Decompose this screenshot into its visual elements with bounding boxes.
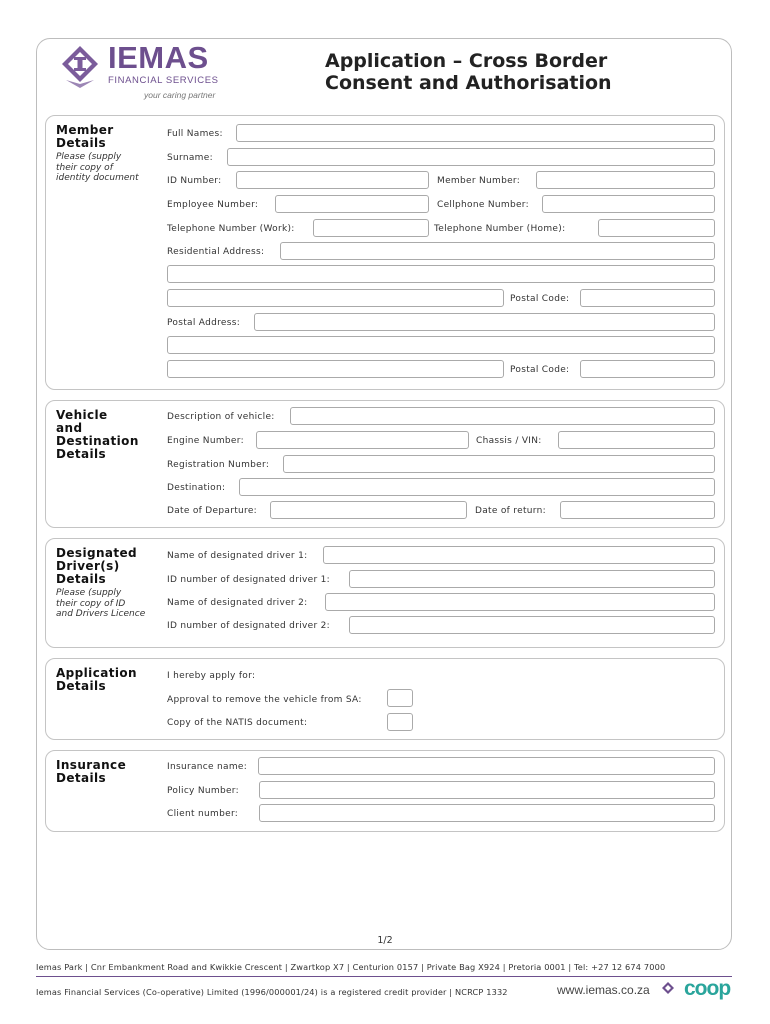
application-details-section xyxy=(45,658,725,740)
tel-home-label: Telephone Number (Home): xyxy=(434,224,566,234)
residential-address-input-2[interactable] xyxy=(167,265,715,283)
member-section-heading: Member Details xyxy=(56,123,114,150)
logo-subtitle: FINANCIAL SERVICES xyxy=(108,75,219,86)
engine-number-input[interactable] xyxy=(256,431,469,449)
iemas-logo xyxy=(60,40,220,102)
full-names-input[interactable] xyxy=(236,124,715,142)
member-number-input[interactable] xyxy=(536,171,715,189)
document-title xyxy=(325,50,612,94)
driver1-id-input[interactable] xyxy=(349,570,715,588)
driver2-name-label: Name of designated driver 2: xyxy=(167,598,308,608)
footer-legal: Iemas Financial Services (Co-operative) Limited (1996/000001/24) is a registered credit provider | NCRCP 1332 xyxy=(36,987,508,997)
member-section-note: Please (supply their copy of identity document xyxy=(56,152,139,183)
chassis-input[interactable] xyxy=(558,431,715,449)
policy-number-label: Policy Number: xyxy=(167,786,239,796)
insurance-name-label: Insurance name: xyxy=(167,762,248,772)
client-number-input[interactable] xyxy=(259,804,715,822)
iemas-mini-icon xyxy=(662,982,674,996)
postal-code-label-1: Postal Code: xyxy=(510,294,570,304)
driver1-id-label: ID number of designated driver 1: xyxy=(167,575,330,585)
postal-postal-code-input[interactable] xyxy=(580,360,715,378)
coop-logo: coop xyxy=(684,977,731,1000)
destination-label: Destination: xyxy=(167,483,226,493)
postal-address-input-2[interactable] xyxy=(167,336,715,354)
postal-address-input-3[interactable] xyxy=(167,360,504,378)
apply-for-label: I hereby apply for: xyxy=(167,671,256,681)
drivers-section-note: Please (supply their copy of ID and Drivers Licence xyxy=(56,588,146,619)
residential-postal-code-input[interactable] xyxy=(580,289,715,307)
full-names-label: Full Names: xyxy=(167,129,223,139)
departure-date-input[interactable] xyxy=(270,501,467,519)
return-date-label: Date of return: xyxy=(475,506,546,516)
tel-home-input[interactable] xyxy=(598,219,715,237)
member-number-label: Member Number: xyxy=(437,176,521,186)
driver2-name-input[interactable] xyxy=(325,593,715,611)
title-line-1: Application – Cross Border xyxy=(325,50,608,72)
page-number: 1/2 xyxy=(377,935,393,946)
driver2-id-label: ID number of designated driver 2: xyxy=(167,621,330,631)
driver1-name-label: Name of designated driver 1: xyxy=(167,551,308,561)
departure-date-label: Date of Departure: xyxy=(167,506,258,516)
destination-input[interactable] xyxy=(239,478,715,496)
vehicle-section-heading: Vehicle and Destination Details xyxy=(56,408,139,461)
employee-number-label: Employee Number: xyxy=(167,200,259,210)
residential-address-input-3[interactable] xyxy=(167,289,504,307)
postal-address-input-1[interactable] xyxy=(254,313,715,331)
natis-checkbox[interactable] xyxy=(387,713,413,731)
natis-label: Copy of the NATIS document: xyxy=(167,718,308,728)
insurance-section-heading: Insurance Details xyxy=(56,758,127,785)
residential-address-label: Residential Address: xyxy=(167,247,265,257)
vehicle-description-label: Description of vehicle: xyxy=(167,412,275,422)
footer-address: Iemas Park | Cnr Embankment Road and Kwikkie Crescent | Zwartkop X7 | Centurion 0157 | Private Bag X924 | Pretoria 0001 | Tel: +27 12 674 7000 xyxy=(36,962,666,972)
tel-work-label: Telephone Number (Work): xyxy=(167,224,295,234)
registration-number-label: Registration Number: xyxy=(167,460,270,470)
insurance-name-input[interactable] xyxy=(258,757,715,775)
title-line-2: Consent and Authorisation xyxy=(325,72,612,94)
postal-code-label-2: Postal Code: xyxy=(510,365,570,375)
iemas-emblem-icon xyxy=(60,44,100,88)
application-section-heading: Application Details xyxy=(56,666,137,693)
surname-input[interactable] xyxy=(227,148,715,166)
logo-name: IEMAS xyxy=(108,40,209,75)
drivers-section-heading: Designated Driver(s) Details xyxy=(56,546,138,586)
approval-checkbox[interactable] xyxy=(387,689,413,707)
registration-number-input[interactable] xyxy=(283,455,715,473)
chassis-label: Chassis / VIN: xyxy=(476,436,542,446)
footer-website-link[interactable]: www.iemas.co.za xyxy=(557,983,650,997)
surname-label: Surname: xyxy=(167,153,213,163)
tel-work-input[interactable] xyxy=(313,219,429,237)
return-date-input[interactable] xyxy=(560,501,715,519)
footer-divider xyxy=(36,976,732,977)
approval-label: Approval to remove the vehicle from SA: xyxy=(167,695,362,705)
driver1-name-input[interactable] xyxy=(323,546,715,564)
employee-number-input[interactable] xyxy=(275,195,429,213)
driver2-id-input[interactable] xyxy=(349,616,715,634)
vehicle-description-input[interactable] xyxy=(290,407,715,425)
id-number-label: ID Number: xyxy=(167,176,222,186)
policy-number-input[interactable] xyxy=(259,781,715,799)
residential-address-input-1[interactable] xyxy=(280,242,715,260)
postal-address-label: Postal Address: xyxy=(167,318,241,328)
engine-number-label: Engine Number: xyxy=(167,436,244,446)
cellphone-number-label: Cellphone Number: xyxy=(437,200,529,210)
cellphone-number-input[interactable] xyxy=(542,195,715,213)
client-number-label: Client number: xyxy=(167,809,239,819)
logo-tagline: your caring partner xyxy=(144,90,216,100)
id-number-input[interactable] xyxy=(236,171,429,189)
